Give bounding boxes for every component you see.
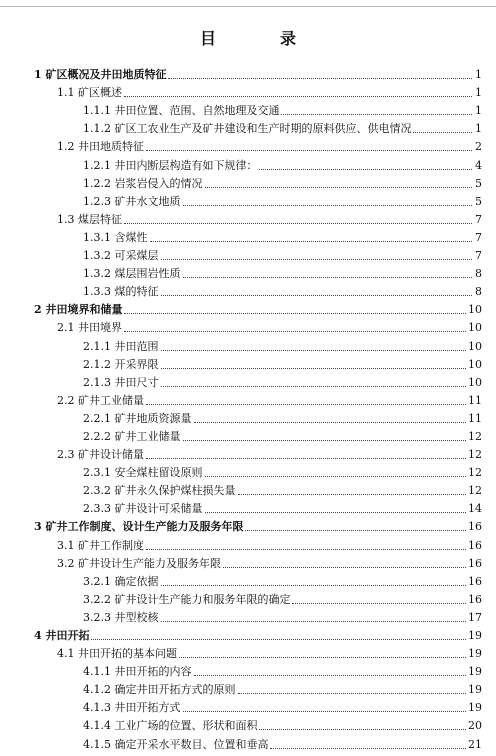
dot-leader	[259, 729, 466, 730]
dot-leader	[124, 223, 472, 224]
toc-page-number: 10	[468, 339, 482, 353]
toc-page-number: 16	[468, 574, 482, 588]
toc-entry[interactable]	[0, 607, 496, 625]
toc-page-number: 8	[475, 285, 482, 299]
toc-entry[interactable]	[0, 643, 496, 661]
toc-entry[interactable]	[0, 462, 496, 480]
toc-page-number: 12	[468, 466, 482, 480]
toc-entry-label: 1.2 井田地质特征	[57, 140, 144, 154]
toc-entry[interactable]	[0, 317, 496, 335]
toc-page-number: 5	[475, 176, 482, 190]
toc-entry-label: 3.2.2 矿井设计生产能力和服务年限的确定	[83, 592, 291, 606]
dot-leader	[146, 404, 466, 405]
toc-page-number: 16	[468, 538, 482, 552]
toc-entry[interactable]	[0, 733, 496, 751]
dot-leader	[124, 331, 466, 332]
dot-leader	[183, 205, 473, 206]
toc-entry[interactable]	[0, 281, 496, 299]
dot-leader	[161, 368, 467, 369]
toc-entry-label: 3.2 矿井设计生产能力及服务年限	[57, 556, 221, 570]
toc-page-number: 1	[475, 68, 482, 82]
dot-leader	[270, 748, 466, 749]
toc-page-number: 7	[475, 230, 482, 244]
toc-entry-label: 2.1.2 开采界限	[83, 357, 159, 371]
toc-entry[interactable]	[0, 661, 496, 679]
toc-page-number: 21	[468, 737, 482, 751]
toc-entry-label: 4.1.1 井田开拓的内容	[83, 665, 192, 679]
toc-title: 目 录	[199, 29, 320, 48]
dot-leader	[205, 512, 467, 513]
toc-page-number: 7	[475, 212, 482, 226]
dot-leader	[205, 476, 467, 477]
toc-entry[interactable]	[0, 571, 496, 589]
dot-leader	[259, 169, 472, 170]
toc-page-number: 12	[468, 484, 482, 498]
toc-page-number: 17	[468, 610, 482, 624]
toc-page-number: 2	[475, 140, 482, 154]
toc-entry[interactable]	[0, 625, 496, 643]
toc-page-number: 11	[468, 393, 482, 407]
toc-page-number: 4	[475, 158, 482, 172]
toc-entry-label: 1.2.3 矿井水文地质	[83, 194, 181, 208]
dot-leader	[161, 585, 467, 586]
dot-leader	[124, 313, 466, 314]
toc-page-number: 5	[475, 194, 482, 208]
dot-leader	[150, 241, 473, 242]
toc-entry[interactable]	[0, 209, 496, 227]
dot-leader	[238, 494, 467, 495]
toc-entry[interactable]	[0, 516, 496, 534]
toc-entry[interactable]	[0, 64, 496, 82]
toc-entry-label: 2.2.1 矿井地质资源量	[83, 411, 192, 425]
toc-entry-label: 3 矿井工作制度、设计生产能力及服务年限	[34, 520, 244, 534]
toc-entry-label: 3.2.3 井型校核	[83, 610, 159, 624]
dot-leader	[161, 350, 467, 351]
dot-leader	[161, 386, 467, 387]
toc-entry-label: 4.1 井田开拓的基本问题	[57, 647, 177, 661]
toc-entry-label: 1.2.2 岩浆岩侵入的情况	[83, 176, 203, 190]
toc-entry[interactable]	[0, 191, 496, 209]
toc-entry-label: 2.1.3 井田尺寸	[83, 375, 159, 389]
toc-page-number: 16	[468, 592, 482, 606]
dot-leader	[223, 567, 466, 568]
toc-entry-label: 2.2.2 矿井工业储量	[83, 429, 181, 443]
toc-entry[interactable]	[0, 589, 496, 607]
toc-page-number: 1	[475, 104, 482, 118]
toc-entry[interactable]	[0, 498, 496, 516]
toc-entry[interactable]	[0, 227, 496, 245]
toc-entry[interactable]	[0, 100, 496, 118]
toc-entry-label: 4.1.3 井田开拓方式	[83, 701, 181, 715]
toc-entry-label: 1 矿区概况及井田地质特征	[34, 68, 167, 82]
dot-leader	[292, 603, 466, 604]
dot-leader	[179, 657, 466, 658]
toc-entry-label: 1.3.3 煤的特征	[83, 285, 159, 299]
toc-page-number: 10	[468, 375, 482, 389]
toc-entry[interactable]	[0, 408, 496, 426]
toc-entry[interactable]	[0, 263, 496, 281]
toc-entry[interactable]	[0, 553, 496, 571]
toc-entry-label: 1.1 矿区概述	[57, 86, 122, 100]
dot-leader	[413, 132, 472, 133]
toc-page-number: 14	[468, 502, 482, 516]
toc-page-number: 16	[468, 556, 482, 570]
dot-leader	[161, 295, 473, 296]
toc-entry-label: 2.3.3 矿井设计可采储量	[83, 502, 203, 516]
dot-leader	[146, 458, 466, 459]
toc-entry-label: 1.3.1 含煤性	[83, 230, 148, 244]
dot-leader	[194, 422, 467, 423]
toc-entry[interactable]	[0, 173, 496, 191]
toc-page-number: 12	[468, 448, 482, 462]
dot-leader	[146, 150, 472, 151]
toc-entry-label: 1.3.2 可采煤层	[83, 249, 159, 263]
toc-entry-label: 1.3 煤层特征	[57, 212, 122, 226]
toc-page-number: 19	[468, 701, 482, 715]
toc-entry-label: 2.3 矿井设计储量	[57, 448, 144, 462]
toc-entry-label: 1.1.1 井田位置、范围、自然地理及交通	[83, 104, 280, 118]
toc-page-number: 8	[475, 267, 482, 281]
dot-leader	[205, 187, 473, 188]
toc-page-number: 19	[468, 647, 482, 661]
toc-entry[interactable]	[0, 354, 496, 372]
toc-entry-label: 3.1 矿井工作制度	[57, 538, 144, 552]
toc-page-number: 19	[468, 629, 482, 642]
toc-entry[interactable]	[0, 82, 496, 100]
toc-entry-label: 2.3.2 矿井永久保护煤柱损失量	[83, 484, 236, 498]
toc-entry-label: 2 井田境界和储量	[34, 303, 123, 317]
dot-leader	[161, 621, 467, 622]
toc-entry[interactable]	[0, 426, 496, 444]
toc-entry[interactable]	[0, 715, 496, 733]
top-divider	[0, 6, 496, 7]
toc-entry-label: 2.2 矿井工业储量	[57, 393, 144, 407]
toc-entry-label: 4.1.5 确定开采水平数目、位置和垂高	[83, 737, 269, 751]
dot-leader	[183, 711, 467, 712]
toc-page-number: 7	[475, 249, 482, 263]
toc-entry-label: 4.1.2 确定井田开拓方式的原则	[83, 683, 236, 697]
toc-entry-label: 2.3.1 安全煤柱留设原则	[83, 466, 203, 480]
dot-leader	[146, 549, 466, 550]
toc-page-number: 16	[468, 520, 482, 534]
toc-page-number: 11	[468, 411, 482, 425]
toc-entry[interactable]	[0, 679, 496, 697]
toc-entry[interactable]	[0, 335, 496, 353]
toc-page-number: 10	[468, 303, 482, 317]
toc-page-number: 20	[468, 719, 482, 733]
toc-page-number: 1	[475, 122, 482, 136]
toc-entry[interactable]	[0, 534, 496, 552]
toc-entry-label: 2.1.1 井田范围	[83, 339, 159, 353]
dot-leader	[161, 259, 473, 260]
toc-entry[interactable]	[0, 245, 496, 263]
toc-entry-label: 4.1.4 工业广场的位置、形状和面积	[83, 719, 258, 733]
dot-leader	[183, 277, 473, 278]
toc-entry[interactable]	[0, 118, 496, 136]
toc-entry[interactable]	[0, 299, 496, 317]
table-of-contents	[0, 64, 496, 752]
toc-page-number: 10	[468, 357, 482, 371]
dot-leader	[183, 440, 467, 441]
toc-page-number: 12	[468, 429, 482, 443]
toc-entry[interactable]	[0, 136, 496, 154]
toc-page-number: 1	[475, 86, 482, 100]
dot-leader	[245, 530, 466, 531]
toc-entry[interactable]	[0, 480, 496, 498]
dot-leader	[238, 693, 467, 694]
dot-leader	[194, 675, 467, 676]
toc-entry[interactable]	[0, 697, 496, 715]
toc-entry[interactable]	[0, 154, 496, 172]
toc-page-number: 10	[468, 321, 482, 335]
toc-entry[interactable]	[0, 390, 496, 408]
toc-entry-label: 3.2.1 确定依据	[83, 574, 159, 588]
toc-entry-label: 1.2.1 井田内断层构造有如下规律：	[83, 158, 258, 172]
dot-leader	[124, 96, 472, 97]
toc-entry-label: 4 井田开拓	[34, 629, 90, 642]
toc-page-number: 19	[468, 665, 482, 679]
toc-page-number: 19	[468, 683, 482, 697]
toc-entry-label: 2.1 井田境界	[57, 321, 122, 335]
dot-leader	[168, 78, 472, 79]
dot-leader	[91, 639, 466, 640]
toc-entry-label: 1.3.2 煤层围岩性质	[83, 267, 181, 281]
toc-entry[interactable]	[0, 372, 496, 390]
toc-entry[interactable]	[0, 444, 496, 462]
toc-entry-label: 1.1.2 矿区工农业生产及矿井建设和生产时期的原料供应、供电情况	[83, 122, 412, 136]
dot-leader	[281, 114, 472, 115]
